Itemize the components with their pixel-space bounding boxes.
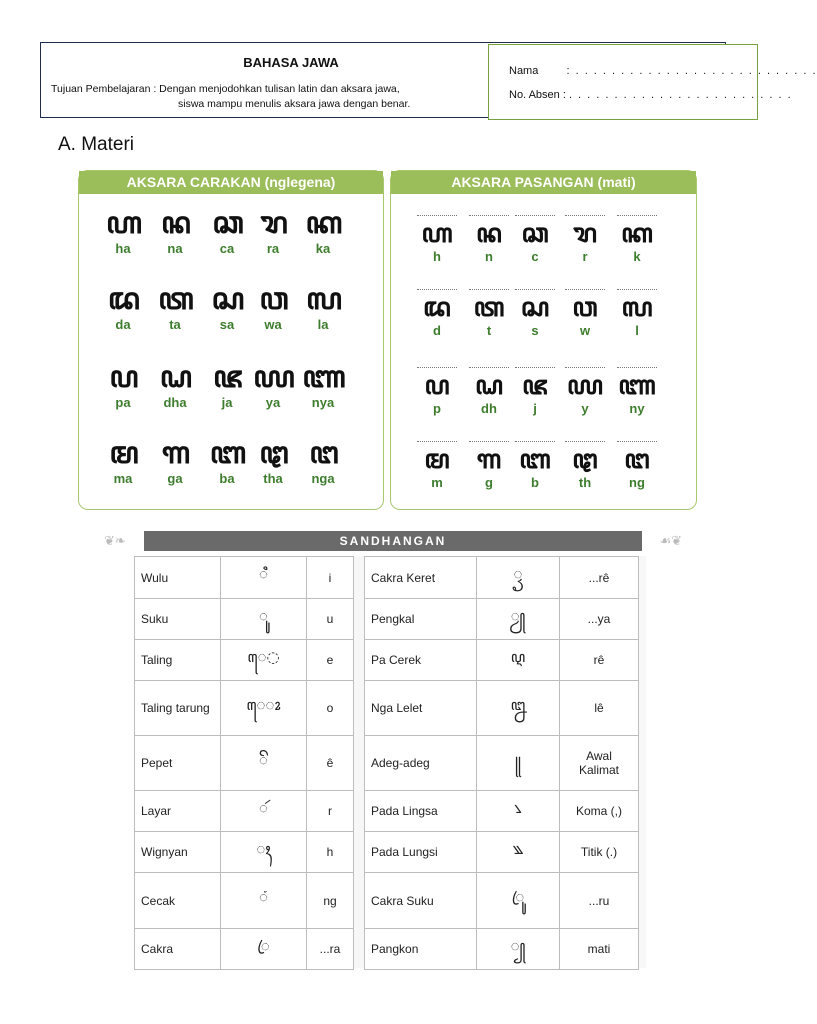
pasangan-glyph: ꦕ bbox=[521, 219, 549, 249]
placeholder-dots bbox=[469, 441, 509, 443]
carakan-latin-label: da bbox=[115, 317, 131, 332]
sandhangan-sym: ꦺ◌ꦴ bbox=[221, 681, 307, 736]
pasangan-item-r bbox=[559, 215, 611, 265]
carakan-item-nya bbox=[297, 361, 349, 411]
sandhangan-name: Pangkon bbox=[365, 929, 477, 970]
placeholder-dots bbox=[469, 215, 509, 217]
carakan-glyph: ꦚ bbox=[302, 360, 344, 395]
pasangan-item-b bbox=[509, 441, 561, 491]
carakan-latin-label: nya bbox=[311, 395, 335, 410]
sandhangan-sym: ◌ꦽ bbox=[477, 557, 560, 599]
sandhangan-name: Pa Cerek bbox=[365, 640, 477, 681]
sandhangan-val: u bbox=[307, 599, 354, 640]
placeholder-dots bbox=[417, 367, 457, 369]
name-field-row bbox=[509, 65, 817, 77]
sandhangan-sym: ꦉ bbox=[477, 640, 560, 681]
pasangan-item-l bbox=[611, 289, 663, 339]
pasangan-item-t bbox=[463, 289, 515, 339]
pasangan-glyph: ꦫ bbox=[573, 219, 597, 249]
pasangan-glyph: ꦛ bbox=[572, 445, 598, 475]
pasangan-item-g bbox=[463, 441, 515, 491]
placeholder-dots bbox=[565, 289, 605, 291]
pasangan-glyph: ꦪ bbox=[567, 371, 603, 401]
sandhangan-row bbox=[365, 681, 639, 736]
placeholder-dots bbox=[515, 367, 555, 369]
sandhangan-name: Wulu bbox=[135, 557, 221, 599]
pasangan-item-y bbox=[559, 367, 611, 417]
sandhangan-name: Pepet bbox=[135, 736, 221, 791]
sandhangan-sym: ꧈ bbox=[477, 791, 560, 832]
pasangan-glyph: ꦤ bbox=[476, 219, 502, 249]
sandhangan-name: Cakra bbox=[135, 929, 221, 970]
sandhangan-val: mati bbox=[560, 929, 639, 970]
sandhangan-row bbox=[135, 929, 354, 970]
sandhangan-val: lê bbox=[560, 681, 639, 736]
sandhangan-name: Wignyan bbox=[135, 832, 221, 873]
sandhangan-row bbox=[135, 832, 354, 873]
pasangan-panel bbox=[390, 170, 697, 510]
carakan-glyph: ꦔ bbox=[309, 436, 337, 471]
pasangan-glyph: ꦠ bbox=[473, 293, 505, 323]
pasangan-glyph: ꦔ bbox=[624, 445, 650, 475]
placeholder-dots bbox=[565, 215, 605, 217]
sandhangan-banner bbox=[104, 531, 682, 551]
pasangan-latin-label: th bbox=[578, 475, 592, 490]
sandhangan-val: ...rê bbox=[560, 557, 639, 599]
carakan-item-ga bbox=[149, 437, 201, 487]
pasangan-latin-label: ny bbox=[629, 401, 645, 416]
carakan-item-ma bbox=[97, 437, 149, 487]
sandhangan-row bbox=[365, 599, 639, 640]
sandhangan-val: ng bbox=[307, 873, 354, 929]
carakan-glyph: ꦱ bbox=[211, 282, 243, 317]
pasangan-item-j bbox=[509, 367, 561, 417]
sandhangan-sym: ꦺ◌ bbox=[221, 640, 307, 681]
pasangan-latin-label: r bbox=[582, 249, 588, 264]
pasangan-glyph: ꦮ bbox=[572, 293, 598, 323]
sandhangan-sym: ◌ꦿ bbox=[221, 929, 307, 970]
carakan-item-pa bbox=[97, 361, 149, 411]
pasangan-latin-label: t bbox=[486, 323, 492, 338]
sandhangan-row bbox=[365, 640, 639, 681]
sandhangan-row bbox=[365, 791, 639, 832]
carakan-glyph: ꦧ bbox=[209, 436, 245, 471]
placeholder-dots bbox=[565, 367, 605, 369]
sandhangan-name: Cakra Suku bbox=[365, 873, 477, 929]
pasangan-item-m bbox=[411, 441, 463, 491]
sandhangan-sym: ◌ꦿꦸ bbox=[477, 873, 560, 929]
carakan-latin-label: ga bbox=[167, 471, 183, 486]
placeholder-dots bbox=[417, 289, 457, 291]
carakan-item-ka bbox=[297, 207, 349, 257]
pasangan-glyph: ꦢ bbox=[423, 293, 451, 323]
sandhangan-val: r bbox=[307, 791, 354, 832]
sandhangan-name: Cakra Keret bbox=[365, 557, 477, 599]
sandhangan-name: Suku bbox=[135, 599, 221, 640]
pasangan-latin-label: w bbox=[579, 323, 591, 338]
carakan-latin-label: ta bbox=[169, 317, 181, 332]
sandhangan-name: Taling tarung bbox=[135, 681, 221, 736]
absen-fill-line[interactable]: . . . . . . . . . . . . . . . . . . . . . . . . . bbox=[568, 89, 793, 101]
sandhangan-row bbox=[365, 832, 639, 873]
section-title: A. Materi bbox=[58, 134, 135, 155]
pasangan-glyph: ꦏ bbox=[621, 219, 653, 249]
sandhangan-name: Pada Lungsi bbox=[365, 832, 477, 873]
pasangan-latin-label: d bbox=[433, 323, 441, 338]
carakan-item-ja bbox=[201, 361, 253, 411]
pasangan-glyph: ꦱ bbox=[520, 293, 550, 323]
sandhangan-val: ê bbox=[307, 736, 354, 791]
sandhangan-name: Pada Lingsa bbox=[365, 791, 477, 832]
pasangan-item-n bbox=[463, 215, 515, 265]
carakan-item-ya bbox=[247, 361, 299, 411]
carakan-latin-label: la bbox=[317, 317, 329, 332]
carakan-latin-label: wa bbox=[264, 317, 282, 332]
learning-objective-line1: Tujuan Pembelajaran : Dengan menjodohkan tulisan latin dan aksara jawa, bbox=[51, 83, 400, 95]
absen-field-row bbox=[509, 89, 792, 101]
placeholder-dots bbox=[617, 441, 657, 443]
sandhangan-sym: ꦊ bbox=[477, 681, 560, 736]
sandhangan-val: ...ru bbox=[560, 873, 639, 929]
pasangan-glyph: ꦒ bbox=[476, 445, 502, 475]
sandhangan-val: o bbox=[307, 681, 354, 736]
pasangan-glyph: ꦭ bbox=[621, 293, 653, 323]
pasangan-latin-label: s bbox=[531, 323, 539, 338]
pasangan-item-w bbox=[559, 289, 611, 339]
pasangan-item-p bbox=[411, 367, 463, 417]
placeholder-dots bbox=[617, 289, 657, 291]
carakan-glyph: ꦪ bbox=[253, 360, 293, 395]
pasangan-latin-label: g bbox=[485, 475, 493, 490]
sandhangan-sym: ◌ꦼ bbox=[221, 736, 307, 791]
pasangan-item-dh bbox=[463, 367, 515, 417]
carakan-panel bbox=[78, 170, 384, 510]
scroll-ornament-right-icon: ☙❦ bbox=[659, 533, 682, 548]
sandhangan-row bbox=[365, 873, 639, 929]
carakan-item-na bbox=[149, 207, 201, 257]
pasangan-latin-label: y bbox=[581, 401, 589, 416]
carakan-latin-label: ja bbox=[221, 395, 233, 410]
carakan-latin-label: dha bbox=[163, 395, 187, 410]
pasangan-glyph: ꦧ bbox=[519, 445, 551, 475]
pasangan-item-c bbox=[509, 215, 561, 265]
sandhangan-table-left bbox=[134, 556, 354, 970]
carakan-item-dha bbox=[149, 361, 201, 411]
sandhangan-val: Koma (,) bbox=[560, 791, 639, 832]
carakan-item-la bbox=[297, 283, 349, 333]
pasangan-glyph: ꦝ bbox=[475, 371, 503, 401]
pasangan-latin-label: n bbox=[485, 249, 493, 264]
sandhangan-row bbox=[135, 599, 354, 640]
pasangan-item-s bbox=[509, 289, 561, 339]
sandhangan-val: h bbox=[307, 832, 354, 873]
carakan-latin-label: ha bbox=[115, 241, 131, 256]
sandhangan-name: Adeg-adeg bbox=[365, 736, 477, 791]
pasangan-item-h bbox=[411, 215, 463, 265]
sandhangan-row bbox=[135, 873, 354, 929]
placeholder-dots bbox=[469, 289, 509, 291]
name-fill-line[interactable]: : . . . . . . . . . . . . . . . . . . . . . . . . . . . bbox=[566, 65, 817, 77]
scroll-ornament-left-icon: ❦❧ bbox=[104, 533, 126, 548]
sandhangan-sym: ◌ꦸ bbox=[221, 599, 307, 640]
placeholder-dots bbox=[417, 215, 457, 217]
sandhangan-row bbox=[365, 557, 639, 599]
carakan-latin-label: ra bbox=[266, 241, 280, 256]
carakan-glyph: ꦩ bbox=[109, 436, 137, 471]
pasangan-latin-label: b bbox=[531, 475, 539, 490]
pasangan-title: AKSARA PASANGAN (mati) bbox=[391, 171, 696, 194]
carakan-glyph: ꦝ bbox=[159, 360, 191, 395]
carakan-glyph: ꦕ bbox=[212, 206, 242, 241]
placeholder-dots bbox=[515, 215, 555, 217]
sandhangan-name: Taling bbox=[135, 640, 221, 681]
student-info-box bbox=[488, 44, 817, 120]
learning-objective-line2: siswa mampu menulis aksara jawa dengan benar. bbox=[178, 98, 411, 110]
carakan-item-sa bbox=[201, 283, 253, 333]
placeholder-dots bbox=[617, 215, 657, 217]
pasangan-item-th bbox=[559, 441, 611, 491]
carakan-latin-label: ka bbox=[315, 241, 331, 256]
carakan-item-ta bbox=[149, 283, 201, 333]
carakan-latin-label: na bbox=[167, 241, 183, 256]
carakan-latin-label: ba bbox=[219, 471, 235, 486]
carakan-latin-label: ma bbox=[113, 471, 133, 486]
sandhangan-val: rê bbox=[560, 640, 639, 681]
pasangan-latin-label: ng bbox=[629, 475, 645, 490]
placeholder-dots bbox=[417, 441, 457, 443]
carakan-latin-label: tha bbox=[263, 471, 283, 486]
carakan-glyph: ꦛ bbox=[259, 436, 287, 471]
carakan-item-wa bbox=[247, 283, 299, 333]
carakan-glyph: ꦢ bbox=[108, 282, 138, 317]
sandhangan-val: ...ra bbox=[307, 929, 354, 970]
carakan-item-ca bbox=[201, 207, 253, 257]
sandhangan-row bbox=[365, 929, 639, 970]
sandhangan-val: i bbox=[307, 557, 354, 599]
absen-label: No. Absen : bbox=[509, 89, 566, 101]
pasangan-glyph: ꦲ bbox=[421, 219, 453, 249]
placeholder-dots bbox=[617, 367, 657, 369]
pasangan-latin-label: p bbox=[433, 401, 441, 416]
carakan-glyph: ꦗ bbox=[213, 360, 241, 395]
sandhangan-row bbox=[135, 681, 354, 736]
placeholder-dots bbox=[469, 367, 509, 369]
sandhangan-val: e bbox=[307, 640, 354, 681]
carakan-latin-label: nga bbox=[311, 471, 335, 486]
sandhangan-name: Cecak bbox=[135, 873, 221, 929]
name-label: Nama bbox=[509, 65, 539, 77]
carakan-glyph: ꦠ bbox=[158, 282, 192, 317]
pasangan-latin-label: l bbox=[635, 323, 639, 338]
pasangan-item-d bbox=[411, 289, 463, 339]
carakan-item-tha bbox=[247, 437, 299, 487]
carakan-latin-label: ya bbox=[265, 395, 281, 410]
carakan-glyph: ꦫ bbox=[260, 206, 286, 241]
sandhangan-name: Layar bbox=[135, 791, 221, 832]
carakan-latin-label: sa bbox=[219, 317, 235, 332]
page-title: BAHASA JAWA bbox=[243, 55, 339, 70]
sandhangan-sym: ◌ꦂ bbox=[221, 791, 307, 832]
sandhangan-sym: ◌꧀ bbox=[477, 929, 560, 970]
carakan-item-ra bbox=[247, 207, 299, 257]
pasangan-item-ng bbox=[611, 441, 663, 491]
sandhangan-sym: ◌ꦾ bbox=[477, 599, 560, 640]
carakan-glyph: ꦤ bbox=[161, 206, 189, 241]
sandhangan-sym: ꧋ bbox=[477, 736, 560, 791]
sandhangan-table-right bbox=[364, 556, 639, 970]
carakan-glyph: ꦭ bbox=[306, 282, 340, 317]
sandhangan-val: Awal Kalimat bbox=[560, 736, 639, 791]
pasangan-latin-label: c bbox=[531, 249, 539, 264]
carakan-glyph: ꦏ bbox=[305, 206, 341, 241]
pasangan-latin-label: m bbox=[431, 475, 443, 490]
pasangan-item-ny bbox=[611, 367, 663, 417]
carakan-glyph: ꦥ bbox=[109, 360, 137, 395]
sandhangan-row bbox=[135, 640, 354, 681]
pasangan-glyph: ꦗ bbox=[522, 371, 548, 401]
carakan-glyph: ꦲ bbox=[106, 206, 140, 241]
pasangan-glyph: ꦚ bbox=[618, 371, 656, 401]
placeholder-dots bbox=[565, 441, 605, 443]
pasangan-glyph: ꦩ bbox=[424, 445, 450, 475]
sandhangan-name: Pengkal bbox=[365, 599, 477, 640]
sandhangan-val: ...ya bbox=[560, 599, 639, 640]
carakan-title: AKSARA CARAKAN (nglegena) bbox=[79, 171, 383, 194]
sandhangan-row bbox=[135, 791, 354, 832]
pasangan-latin-label: k bbox=[633, 249, 641, 264]
sandhangan-sym: ◌ꦁ bbox=[221, 873, 307, 929]
carakan-latin-label: pa bbox=[115, 395, 131, 410]
sandhangan-name: Nga Lelet bbox=[365, 681, 477, 736]
carakan-glyph: ꦒ bbox=[161, 436, 189, 471]
sandhangan-row bbox=[135, 736, 354, 791]
placeholder-dots bbox=[515, 289, 555, 291]
pasangan-item-k bbox=[611, 215, 663, 265]
pasangan-latin-label: h bbox=[433, 249, 441, 264]
carakan-item-ba bbox=[201, 437, 253, 487]
carakan-glyph: ꦮ bbox=[259, 282, 287, 317]
carakan-item-nga bbox=[297, 437, 349, 487]
sandhangan-sym: ◌ꦶ bbox=[221, 557, 307, 599]
sandhangan-title: SANDHANGAN bbox=[144, 531, 642, 551]
pasangan-latin-label: j bbox=[533, 401, 537, 416]
sandhangan-sym: ◌ꦃ bbox=[221, 832, 307, 873]
pasangan-latin-label: dh bbox=[481, 401, 497, 416]
pasangan-glyph: ꦥ bbox=[424, 371, 450, 401]
sandhangan-sym: ꧉ bbox=[477, 832, 560, 873]
carakan-item-ha bbox=[97, 207, 149, 257]
sandhangan-row bbox=[365, 736, 639, 791]
carakan-item-da bbox=[97, 283, 149, 333]
placeholder-dots bbox=[515, 441, 555, 443]
sandhangan-row bbox=[135, 557, 354, 599]
carakan-latin-label: ca bbox=[219, 241, 235, 256]
sandhangan-val: Titik (.) bbox=[560, 832, 639, 873]
